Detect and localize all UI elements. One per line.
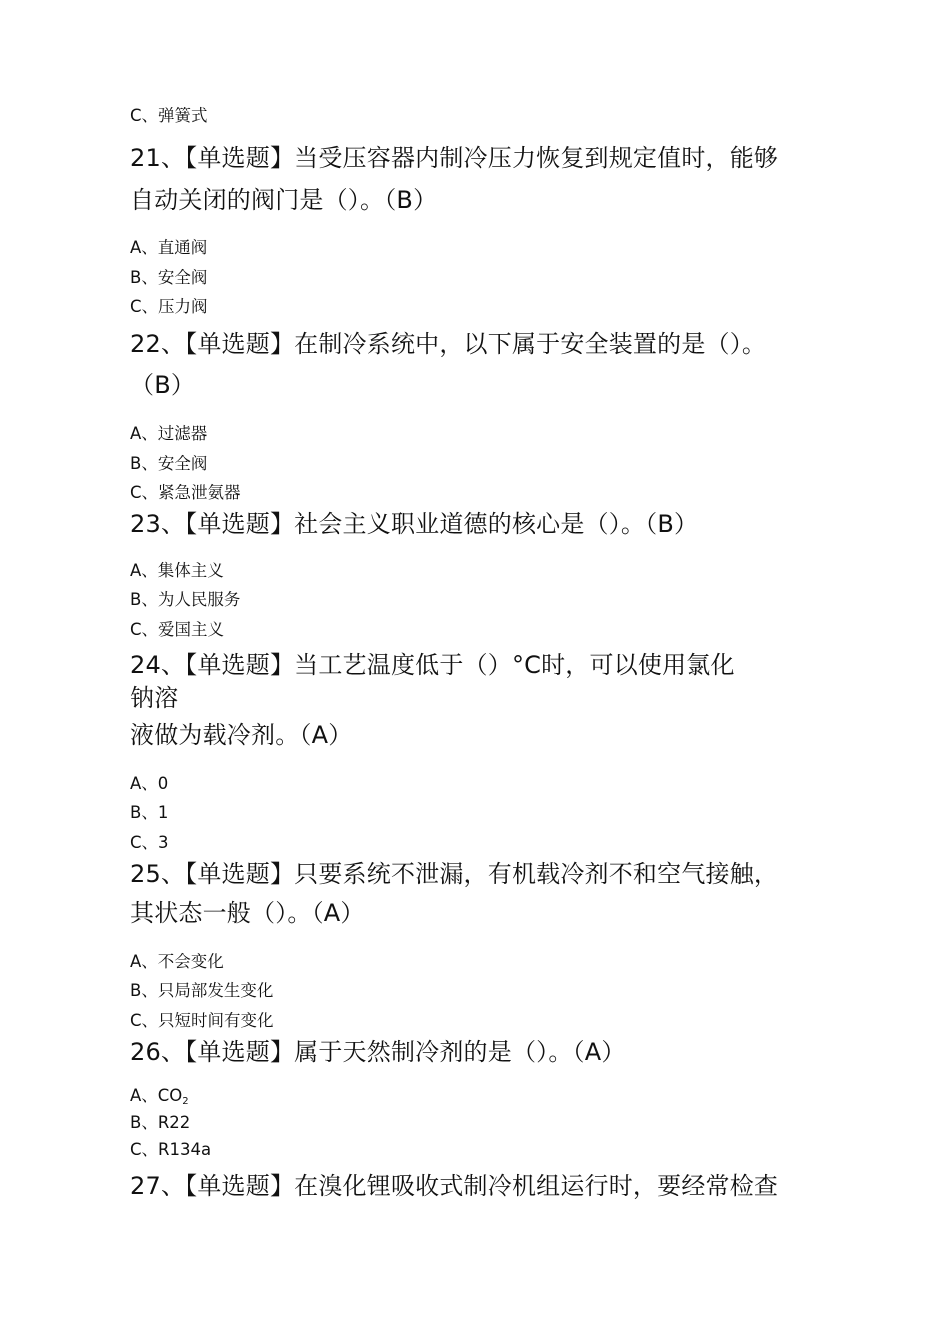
option-line [130,1086,189,1112]
option-line: B、只局部发生变化 [130,981,274,1000]
option-text: A、CO [130,1086,183,1105]
question-line: 23、【单选题】社会主义职业道德的核心是（）。（B） [130,510,699,538]
question-line: 钠溶 [130,684,179,712]
option-line: C、弹簧式 [130,106,208,125]
option-line: A、集体主义 [130,561,224,580]
option-line: B、安全阀 [130,454,208,473]
question-line: 液做为载冷剂。（A） [130,721,353,749]
option-line: C、压力阀 [130,297,208,316]
option-line: A、0 [130,774,169,793]
question-line: 其状态一般（）。（A） [130,899,365,927]
option-line: C、3 [130,833,169,852]
question-line: 自动关闭的阀门是（）。（B） [130,186,438,214]
question-line: 27、【单选题】在溴化锂吸收式制冷机组运行时，要经常检查 [130,1172,779,1200]
option-line: C、紧急泄氨器 [130,483,241,502]
question-line: （B） [130,371,196,399]
question-line: 26、【单选题】属于天然制冷剂的是（）。（A） [130,1038,626,1066]
option-line: B、1 [130,803,169,822]
option-line: C、R134a [130,1140,212,1159]
option-line: B、为人民服务 [130,590,241,609]
option-line: B、R22 [130,1113,191,1132]
option-line: A、不会变化 [130,952,224,971]
question-line: 22、【单选题】在制冷系统中，以下属于安全装置的是（）。 [130,330,767,358]
question-line: 25、【单选题】只要系统不泄漏，有机载冷剂不和空气接触， [130,860,779,888]
option-line: A、直通阀 [130,238,208,257]
option-line: B、安全阀 [130,268,208,287]
option-line: A、过滤器 [130,424,208,443]
question-line: 24、【单选题】当工艺温度低于（）°C时，可以使用氯化 [130,651,735,679]
option-line: C、只短时间有变化 [130,1011,274,1030]
subscript: 2 [182,1096,189,1107]
option-line: C、爱国主义 [130,620,225,639]
question-line: 21、【单选题】当受压容器内制冷压力恢复到规定值时，能够 [130,144,779,172]
